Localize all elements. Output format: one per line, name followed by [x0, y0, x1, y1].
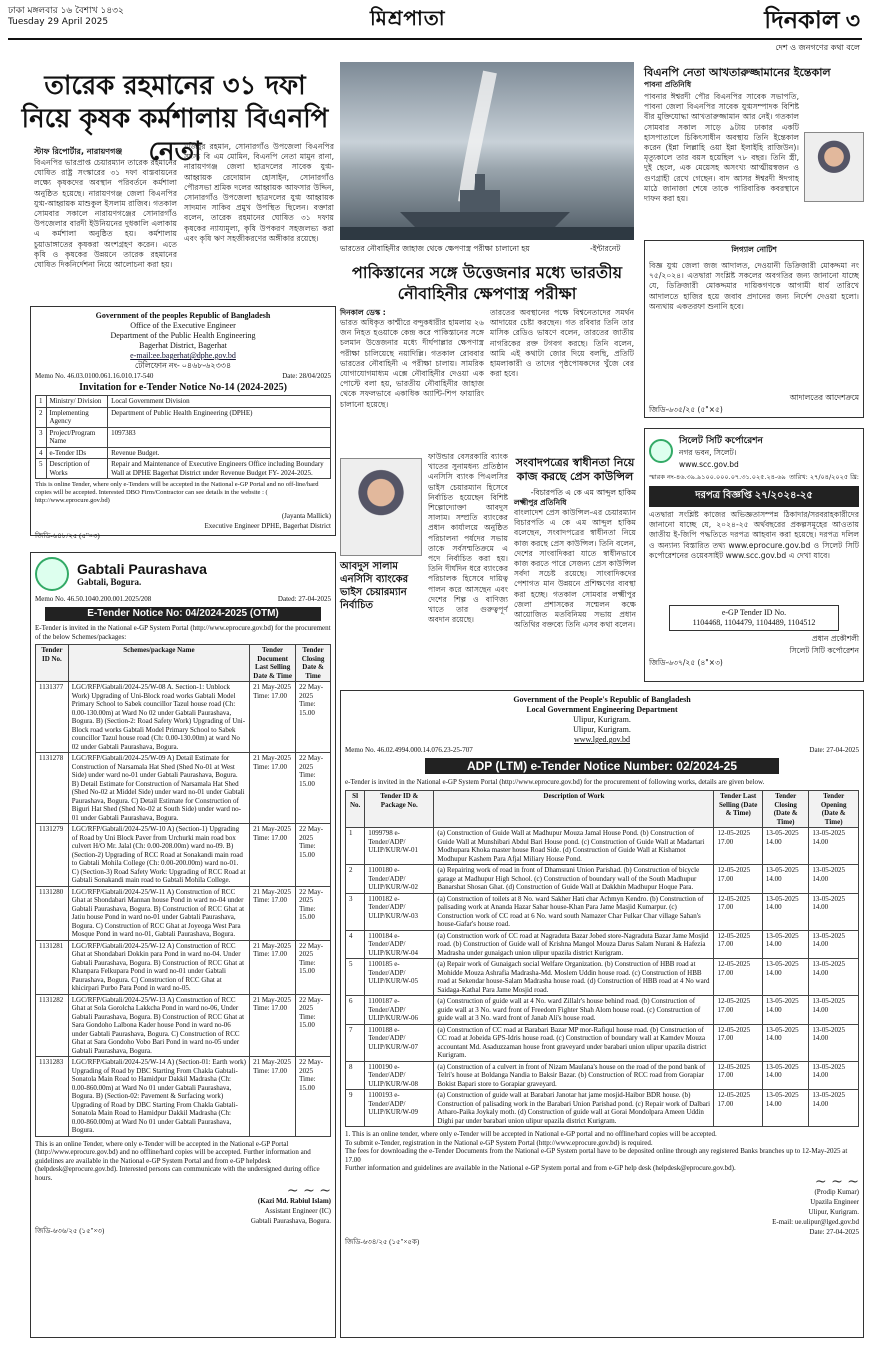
table-cell: (a) Construction of guide wall at Barabari Janotar hat jame mosjid-Haibor BDR house. (b) Construction of palisading work in the Barabari Union Parishad pond. (c) Repair work of Dalbari Atharo-Paika Joykaly moth. (d) Construction of guide wall at Gorai Mondolpara Ameen Uddin Dighi par under barabari union ulipur upazila district Kurigram. [434, 1090, 714, 1127]
table-cell: 22 May-2025 Time: 15.00 [296, 753, 331, 824]
table-cell: 13-05-2025 14.00 [809, 959, 859, 996]
table-header: Tender Document Last Selling Date & Time [250, 645, 296, 682]
gabtali-title: Gabtali Paurashava [77, 561, 207, 577]
gabtali-tender-notice [30, 552, 336, 1338]
table-cell: Implementing Agency [46, 407, 108, 427]
table-cell: 22 May-2025 Time: 15.00 [296, 1057, 331, 1137]
ship-byline: দিনকাল ডেস্ক : [340, 308, 386, 317]
date-english: Tuesday 29 April 2025 [8, 17, 109, 27]
table-cell: LGC/RFP/Gabtali/2024-25/W-14 A) (Section-01: Earth work) Upgrading of Road by DBC Starting From Chakla Gabtali-Sonatola Main Road to Hamidpur Dakkil Madrasha (Ch: 0.00-860.00m) at Ward No 01 under Gabtali Paurashava, Bogura. B) (Section-02: Pavement & Surfacing work) Upgrading of Road by DBC Starting From Chakla Gabtali-Sonatola Main Road to Hamidpur Dakkil Madrasha (Ch: 0.00-860.00m) at Ward No 01 under Gabtali Paurashava, Bogura. [68, 1057, 249, 1137]
table-header: Tender ID No. [36, 645, 69, 682]
missile-launch-illustration [340, 62, 634, 240]
table-row [346, 996, 859, 1025]
table-cell: 4 [36, 447, 47, 459]
gabtali-place: Gabtali, Bogura. [77, 577, 142, 587]
table-row [36, 886, 331, 940]
table-cell: 13-05-2025 14.00 [809, 996, 859, 1025]
lged-signer: (Prodip Kumar) [814, 1187, 859, 1196]
gabtali-memo: Memo No. 46.50.1040.200.001.2025/208 [35, 595, 152, 603]
table-cell: (a) Construction of guide wall at 4 No. ward Zillalr's house behind road. (b) Construction of guide wall at 3 No. ward front of Freedom Fighter Shah Alom house road. (c) Construction of guide wall at 3 No. ward front of Janab Ali's house road. [434, 996, 714, 1025]
table-row [346, 930, 859, 959]
lead-body: বিএনপির ভারপ্রাপ্ত চেয়ারম্যান তারেক রহমানের ঘোষিত রাষ্ট্র সংস্কারের ৩১ দফা বাস্তবায়নের লক্ষ্যে কৃষকদের অবস্থান পরিবর্তনে কর্মশালা অনুষ্ঠিত হয়েছে। নারায়ণগঞ্জ জেলা বিএনপির যুগ্ম-আহ্বায়ক মাশুকুল ইসলাম রাজিব। গতকাল সোমবার সকালে নারায়ণগঞ্জের সোনারগাঁও উপজেলার বারদী ইউনিয়নের দুধকালি এলাকায় এ কর্মশালা অনুষ্ঠিত হয়। কর্মশালায় চুয়াডাঙ্গাতের কৃষকরা অংশগ্রহণ করেন। এতে কৃষি ও কৃষকের উন্নয়নে তারেক রহমানের ঘোষিত দিকনির্দেশনা নিয়ে আলোচনা করা হয়। [34, 158, 177, 270]
press-body: বাংলাদেশ প্রেস কাউন্সিল-এর চেয়ারম্যান বিচারপতি এ কে এম আব্দুল হাকিম বলেছেন, সংবাদপত্রের স্বাধীনতা নিয়ে কাজ করছে প্রেস কাউন্সিল। তিনি বলেন, দেশের সাংবাদিকরা যাতে স্বাধীনভাবে কাজ করতে পারে সেজন্য প্রেস কাউন্সিল সর্বদা সচেষ্ট রয়েছে। সাংবাদিকদের পেশাগত মান উন্নয়নে প্রশিক্ষণের ব্যবস্থা করা হচ্ছে। গতকাল সোমবার লক্ষ্মীপুর জেলা প্রশাসকের সম্মেলন কক্ষে আয়োজিত মতবিনিময় সভায় প্রধান অতিথির বক্তব্যে তিনি এসব কথা বলেন। [514, 508, 636, 630]
dphe-phone: টেলিফোন নং- ০৪৬৮-৬২৩৩৪ [134, 361, 232, 370]
table-cell: 1097383 [108, 427, 331, 447]
sylhet-body: এতদ্বারা সংশ্লিষ্ট কাজের অভিজ্ঞতাসম্পন্ন ঠিকাদার/সরবরাহকারীদের জানানো যাচ্ছে যে, ২০২৪-২৫ অর্থবছরের প্রকল্পসমূহের আওতায় জাতীয় ই-জিপি পদ্ধতিতে দরপত্র আহবান করা হয়েছে। দরপত্র দলিল ও অন্যান্য বিস্তারিত তথ্য www.eprocure.gov.bd ও সিলেট সিটি কর্পোরেশনের ওয়েবসাইট www.scc.gov.bd এ দেখা যাবে। [649, 510, 859, 560]
table-cell: 12-05-2025 17.00 [714, 1024, 762, 1061]
table-header: Tender Opening (Date & Time) [809, 791, 859, 828]
table-cell: LGC/RFP/Gabtali/2024-25/W-08 A. Section-1: Unblock Work) Upgrading of Uni-Block road works Gabtali Model Primary School to Sabek councillor Tazul house road (Ch: 0.00-130.00m) at Ward No 02 under Gabtali Paurashava, Bogura. B) (Section-2: Road Safety Work) Upgrading of Uni-Block road works Gabtali Model Primary School to Sabek councillor Tazul house road (Ch: 0.00-130.00m) at ward No 02 under Gabtali Paurashava, Bogura. [68, 682, 249, 753]
table-row [36, 824, 331, 887]
table-cell: 1131377 [36, 682, 69, 753]
masthead-brand [764, 2, 860, 55]
table-row [346, 1061, 859, 1090]
gabtali-signature: ~ ~ ~ [286, 1183, 331, 1199]
table-cell: 12-05-2025 17.00 [714, 828, 762, 865]
table-cell: 7 [346, 1024, 365, 1061]
sylhet-banner: দরপত্র বিজ্ঞপ্তি ২৭/২০২৪-২৫ [649, 486, 859, 507]
date-bangla: ঢাকা মঙ্গলবার ১৬ বৈশাখ ১৪৩২ [8, 6, 124, 16]
table-cell: 13-05-2025 14.00 [762, 959, 808, 996]
table-cell: 12-05-2025 17.00 [714, 1090, 762, 1127]
table-cell: (a) Construction work of CC road at Nagraduta Bazar Jobed store-Nagraduta Bazar Jame Mosjid road. (b) Construction of Guide wall of Krishna Mangol Mouza Darus Salam Nurani & Hafezia Madrasha under gunaigach union ulipur upazila district Kurigram. [434, 930, 714, 959]
dphe-note: This is online Tender, where only e-Tenders will be accepted in the National e-GP Portal and no off-line/hard copies will be accepted. Interested DBO Firm/Contractor can see details in the website : ( http://www.eprocure.gov.bd) [35, 481, 319, 504]
table-row [36, 1057, 331, 1137]
sylhet-signer: প্রধান প্রকৌশলী [811, 634, 859, 643]
table-cell: 1 [346, 828, 365, 865]
brand-tagline: দেশ ও জনগণের কথা বলে [775, 43, 860, 52]
press-byline: লক্ষ্মীপুর প্রতিনিধি [514, 498, 567, 507]
lged-web[interactable]: www.lged.gov.bd [573, 735, 631, 744]
table-cell: 13-05-2025 14.00 [809, 1090, 859, 1127]
note-line: The fees for downloading the e-Tender Documents from the National e-GP System portal have to be deposited online through any registered Banks branches up to 12-May-2025 at 17.00 [345, 1147, 848, 1164]
table-row [36, 396, 331, 408]
section-title: মিশ্রপাতা [370, 6, 446, 30]
table-cell: Project/Program Name [46, 427, 108, 447]
table-cell: 22 May-2025 Time: 15.00 [296, 940, 331, 994]
table-cell: Local Government Division [108, 396, 331, 408]
gabtali-notice-title: E-Tender Notice No: 04/2024-2025 (OTM) [45, 607, 321, 621]
dphe-signer: (Jayanta Mallick) [281, 512, 331, 520]
table-cell: Revenue Budget. [108, 447, 331, 459]
table-cell: 1100184 e-Tender/ADP/ ULIP/KUR/W-04 [365, 930, 434, 959]
table-cell: 1100190 e-Tender/ADP/ ULIP/KUR/W-08 [365, 1061, 434, 1090]
table-cell: 21 May-2025 Time: 17.00 [250, 886, 296, 940]
table-cell: 13-05-2025 14.00 [809, 893, 859, 930]
lead-body-2: মজিবুর রহমান, সোনারগাঁও উপজেলা বিএনপির সদস্য বি এম মোমিন, বিএনপি নেতা মামুন রানা, নারায়ণগঞ্জ জেলা ছাত্রদলের সাবেক যুগ্ম-আহ্বায়ক রেদোয়ান হোসাইন, সোনারগাঁও পৌরসভা শ্রমিক দলের আহ্বায়ক আফসার উদ্দিন, সোনারগাঁও উপজেলা ছাত্রদলের যুগ্ম আহ্বায়ক সাদমান সাকিব প্রমুখ উপস্থিত ছিলেন। বক্তারা বলেন, তারেক রহমানের ঘোষিত ৩১ দফায় কৃষকের ন্যায্যমূল্য, কৃষি উপকরণ সহজলভ্য করা এবং কৃষি ঋণ সহজীকরণের অঙ্গীকার রয়েছে। [184, 142, 334, 243]
lged-email[interactable]: E-mail: ue.ulipur@lged.gov.bd [772, 1217, 859, 1226]
table-cell: 21 May-2025 Time: 17.00 [250, 682, 296, 753]
masthead-dates [8, 6, 124, 28]
table-cell: 1 [36, 396, 47, 408]
header-rule [8, 38, 862, 40]
sylhet-id-label: e-GP Tender ID No. [721, 608, 787, 617]
table-header: Schemes/package Name [68, 645, 249, 682]
gabtali-office: Gabtali Paurashava, Bogura. [250, 1217, 331, 1225]
table-cell: 21 May-2025 Time: 17.00 [250, 753, 296, 824]
gabtali-ref: জিডি-৬৩৬/২৫ (১৫"×৩) [35, 1227, 105, 1235]
table-cell: LGC/RFP/Gabtali/2024-25/W-11 A) Construction of RCC Ghat at Shondabari Mannan house Pond in ward no-04 under Gabtali Paurashava, Bogura. B) Construction of RCC Ghat at Jatiu house Pond in ward no-01 under Gabtali Paurashava, Bogura. C) Construction of RCC Ghat at Joyeoga West Para Mosque Pond in ward no-01, Gabtali Paurashava, Bogura. [68, 886, 249, 940]
table-cell: LGC/RFP/Gabtali/2024-25/W-10 A) (Section-1) Upgrading of Road by Uni Block Paver from Urchurki main road box culvert H/O Mr. Jalal (Ch: 0.00-208.00m) ward no-09. B) (Section-2) Upgrading of RCC Road at Sonakandi main road to Gabtali Mohila College (Ch: 0.00-200.00m) ward no-01. C) (Section-3) Road Safety Work: Upgrading of RCC Road at Gabtali Sonakandi main road to Gabtali Mohila College. [68, 824, 249, 887]
table-header: Tender ID & Package No. [365, 791, 434, 828]
table-cell: 1100185 e-Tender/ADP/ ULIP/KUR/W-05 [365, 959, 434, 996]
profile-body: ফাউন্ডার বেসরকারি ব্যাংক খাতের সুনামধন্য প্রতিষ্ঠান এনসিসি ব্যাংক পিএলসির ভাইস চেয়ারম্যান হিসেবে নির্বাচিত হয়েছেন বিশিষ্ট শিল্পোদ্যোক্তা আবদুস সালাম। সম্প্রতি ব্যাংকের প্রধান কার্যালয়ে অনুষ্ঠিত পরিচালনা পর্ষদের সভায় তাকে সর্বসম্মতিক্রমে এ পদে নির্বাচিত করা হয়। তিনি দীর্ঘদিন ধরে ব্যাংকের পরিচালক হিসেবে দায়িত্ব পালন করে আসছেন এবং দেশের শিল্প ও বাণিজ্য খাতে তার গুরুত্বপূর্ণ অবদান রয়েছে। [428, 452, 508, 625]
table-cell: LGC/RFP/Gabtali/2024-25/W-12 A) Construction of RCC Ghat at Shondabari Dokkin para Pond in ward no-04. Under Gabtali Paurashava, Bogura. B) Construction of RCC Ghat at Khanpara Felkupara Pond in ward no-01 under Gabtali Paurashava, Bogura. C) Construction of RCC Ghat at khicirpari Purbo Para Pond in ward no-05. [68, 940, 249, 994]
sylhet-ids: 1104468, 1104479, 1104489, 1104512 [692, 618, 816, 627]
ship-credit: -ইন্টারনেট [590, 244, 621, 253]
table-cell: LGC/RFP/Gabtali/2024-25/W-13 A) Construction of RCC Ghat at Sola Gorolcha Lakkcha Pond in ward no-06, Under Gabtali Paurashava, Bogura. B) Construction of RCC Ghat at Sara Gondoho Lalbona Kader house Pond in ward no-06 under Gabtali Paurashava, Bogura. C) Construction of RCC Ghat at Sara Gondoho Vobo Bari Pond in ward no-05 under Gabtali Paurashava, Bogura. [68, 994, 249, 1057]
table-row [36, 682, 331, 753]
table-cell: 13-05-2025 14.00 [762, 1061, 808, 1090]
table-row [36, 407, 331, 427]
table-row [36, 447, 331, 459]
table-cell: e-Tender IDs [46, 447, 108, 459]
dphe-designation: Executive Engineer DPHE, Bagerhat District [204, 522, 331, 530]
lged-memo: Memo No. 46.02.4994.000.14.076.23-25-707 [345, 746, 473, 754]
table-cell: 1100182 e-Tender/ADP/ ULIP/KUR/W-03 [365, 893, 434, 930]
table-cell: 5 [346, 959, 365, 996]
dphe-tender-notice [30, 306, 336, 540]
table-row [36, 459, 331, 479]
lged-title: ADP (LTM) e-Tender Notice Number: 02/2024-25 [425, 758, 779, 774]
table-cell: (a) Construction of Guide Wall at Madhupur Mouza Jamal House Pond. (b) Construction of Guide Wall at Munshibari Abdul Bari House pond. (c) Construction of Guide Wall at Madartari Modhupara Khoka master house Road Side. (d) Construction of Guide Wall at Kishamot Modhupur Kashem Para Afjal Miliary House Pond. [434, 828, 714, 865]
lged-sign-date: Date: 27-04-2025 [809, 1227, 859, 1236]
sylhet-web[interactable]: www.scc.gov.bd [679, 460, 739, 469]
table-cell: 22 May-2025 Time: 15.00 [296, 994, 331, 1057]
sylhet-title: সিলেট সিটি কর্পোরেশন [679, 436, 763, 446]
sylhet-office: সিলেট সিটি কর্পোরেশন [789, 646, 859, 655]
table-cell: 13-05-2025 14.00 [762, 1090, 808, 1127]
ship-body-2: তারতের অবস্থানের পক্ষে বিশ্বনেতাদের সমর্থন আদায়ের চেষ্টা করছেন। গত রবিবার তিনি তার মাসিক রেডিও ভাষণে বলেন, তারতের জাতীয় নাগরিকের রক্ত টগবগ করছে। তিনি বলেন, আমি এই কথাটা জোর দিয়ে বলছি, প্রতিটি হামলাকারী ও তাদের পৃষ্ঠপোষকদের খুঁজে বের করা হবে। [490, 308, 634, 379]
sylhet-logo-icon [649, 439, 673, 463]
table-cell: 12-05-2025 17.00 [714, 959, 762, 996]
table-row [346, 1090, 859, 1127]
profile-headline: আবদুস সালাম এনসিসি ব্যাংকের ভাইস চেয়ারম্যান নির্বাচিত [340, 561, 409, 611]
table-cell: 1100187 e-Tender/ADP/ ULIP/KUR/W-06 [365, 996, 434, 1025]
table-header: Tender Closing Date & Time [296, 645, 331, 682]
table-cell: 13-05-2025 14.00 [762, 865, 808, 894]
lged-designation: Upazila Engineer [810, 1197, 859, 1206]
table-cell: 21 May-2025 Time: 17.00 [250, 1057, 296, 1137]
table-cell: 13-05-2025 14.00 [762, 930, 808, 959]
table-row [346, 893, 859, 930]
table-cell: (a) Repairing work of road in front of Dhamsrani Union Parishad. (b) Construction of bicycle garage at Madhupur High School. (c) Construction of boundary wall of the South Madhupur Banarshat Shosan Ghat. (d) Construction of Guide Wall at Dakkhin Madhupur Hoque Para. [434, 865, 714, 894]
table-cell: 12-05-2025 17.00 [714, 893, 762, 930]
sylhet-sub: নগর ভবন, সিলেট। [679, 448, 737, 457]
gabtali-date: Dated: 27-04-2025 [277, 595, 331, 603]
table-cell: 21 May-2025 Time: 17.00 [250, 940, 296, 994]
legal-body: বিজ্ঞ যুগ্ম জেলা জজ আদালত, দেওয়ানী ডিক্রিজারী মোকদ্দমা নং ৭৫/২০২৪। এতদ্বারা সংশ্লিষ্ট সকলের অবগতির জন্য জানানো যাচ্ছে যে, ডিক্রিজারী মোকদ্দমার দায়িকগণকে আগামী ধার্য তারিখে আদালতে হাজির হয়ে জবাব প্রদানের জন্য নির্দেশ দেওয়া হলো। অন্যথায় একতরফা শুনানি হবে। [649, 261, 859, 311]
table-cell: 2 [346, 865, 365, 894]
table-cell: 9 [346, 1090, 365, 1127]
lged-place: Ulipur, Kurigram. [573, 725, 631, 734]
ship-caption: ভারতের নৌবাহিনীর জাহাজ থেকে ক্ষেপণাস্ত্র পরীক্ষা চালানো হয় [340, 244, 530, 253]
obit-headline: বিএনপি নেতা আখতারুজ্জামানের ইন্তেকাল [644, 66, 831, 79]
lged-office: Ulipur, Kurigram. [573, 715, 631, 724]
table-cell: (a) Construction of toilets at 8 No. ward Sakher Hati char Achmyn Kendro. (b) Construction of palisading work at Ananda Hazar Sahar house-Khan Para Jame Masjid Kumarpur. (c) Construction work of CC road at 6 No. ward south Namazer Char Fulkar Char village Sahan's house-Gafar's house road. [434, 893, 714, 930]
press-sub: -বিচারপতি এ কে এম আব্দুল হাকিম [530, 488, 636, 497]
table-cell: 3 [36, 427, 47, 447]
table-cell: 3 [346, 893, 365, 930]
table-header: Tender Closing (Date & Time) [762, 791, 808, 828]
legal-ref: জিডি-৬৩৫/২৫ (৫"×৫) [649, 405, 723, 414]
obit-portrait [804, 132, 864, 202]
sylhet-notice [644, 428, 864, 682]
dphe-gov: Government of the peoples Republic of Bangladesh [95, 311, 271, 320]
table-cell: 13-05-2025 14.00 [809, 865, 859, 894]
table-cell: 1131279 [36, 824, 69, 887]
lged-tender-notice [340, 690, 864, 1338]
obit-body: পাবনার ঈশ্বরদী পৌর বিএনপির সাবেক সভাপতি, পাবনা জেলা বিএনপির সাবেক যুগ্মসম্পাদক বিশিষ্ট বীর মুক্তিযোদ্ধা আখতারুজ্জামান আর নেই। গতকাল সোমবার সকাল সাড়ে ৯টায় ঢাকার একটি হাসপাতালে চিকিৎসাধীন অবস্থায় তিনি ইন্তেকাল করেন (ইন্না লিল্লাহি ওয়া ইন্না ইলাইহি রাজিউন)। মৃত্যুকালে তার বয়স হয়েছিল ৭৮ বছর। তিনি স্ত্রী, দুই ছেলে, এক মেয়েসহ অসংখ্য আত্মীয়স্বজন ও গুণগ্রাহী রেখে গেছেন। বাদ আসর ঈশ্বরদী ঈদগাহ মাঠে জানাজা শেষে তাকে পারিবারিক কবরস্থানে দাফন করা হয়। [644, 92, 799, 204]
table-cell: 13-05-2025 14.00 [809, 930, 859, 959]
table-header: Sl No. [346, 791, 365, 828]
lged-table [345, 790, 859, 1127]
table-cell: 1131282 [36, 994, 69, 1057]
table-header: Description of Work [434, 791, 714, 828]
table-cell: 4 [346, 930, 365, 959]
gabtali-designation: Assistant Engineer (IC) [264, 1207, 331, 1215]
legal-title: লিগ্যাল নোটিশ [731, 245, 777, 254]
brand-name: দিনকাল [764, 6, 840, 34]
table-cell: 21 May-2025 Time: 17.00 [250, 824, 296, 887]
table-cell: 1100193 e-Tender/ADP/ ULIP/KUR/W-09 [365, 1090, 434, 1127]
lged-date: Date: 27-04-2025 [809, 746, 859, 754]
table-cell: 12-05-2025 17.00 [714, 865, 762, 894]
table-cell: 13-05-2025 14.00 [809, 1024, 859, 1061]
gabtali-intro: E-Tender is invited in the National e-GP System Portal (http://www.eprocure.gov.bd) for the procurement of the below Schemes/packages: [35, 624, 331, 641]
press-headline: সংবাদপত্রের স্বাধীনতা নিয়ে কাজ করছে প্রেস কাউন্সিল [515, 456, 635, 483]
ship-photo [340, 62, 634, 240]
note-line: To submit e-Tender, registration in the National e-GP System Portal (http://www.eprocure.gov.bd) is required. [345, 1138, 653, 1147]
legal-notice [644, 240, 864, 418]
table-cell: 22 May-2025 Time: 15.00 [296, 824, 331, 887]
dphe-date: Date: 28/04/2025 [282, 372, 331, 380]
table-cell: 1100188 e-Tender/ADP/ ULIP/KUR/W-07 [365, 1024, 434, 1061]
table-cell: 22 May-2025 Time: 15.00 [296, 682, 331, 753]
table-row [346, 959, 859, 996]
table-cell: 13-05-2025 14.00 [762, 828, 808, 865]
lead-headline: তারেক রহমানের ৩১ দফা নিয়ে কৃষক কর্মশালায় বিএনপি নেতা [21, 71, 329, 167]
table-cell: 13-05-2025 14.00 [762, 996, 808, 1025]
table-cell: 13-05-2025 14.00 [809, 1061, 859, 1090]
lged-signature: ~ ~ ~ [814, 1173, 859, 1190]
table-cell: 13-05-2025 14.00 [809, 828, 859, 865]
table-row [346, 865, 859, 894]
dphe-office: Office of the Executive Engineer [130, 321, 236, 330]
table-row [36, 994, 331, 1057]
dphe-table [35, 395, 331, 479]
table-cell: Description of Works [46, 459, 108, 479]
table-cell: 12-05-2025 17.00 [714, 1061, 762, 1090]
note-line: 1. This is an online tender, where only e-Tender will be accepted in National e-GP portal and no offline/hard copies will be accepted. [345, 1130, 717, 1138]
lged-intro: e-Tender is invited in the National e-GP System Portal (http://www.eprocure.gov.bd) for the procurement of following works, details are given below. [345, 778, 765, 786]
table-row [346, 828, 859, 865]
dphe-district: Bagerhat District, Bagerhat [139, 341, 227, 350]
gabtali-signer: (Kazi Md. Rabiul Islam) [257, 1197, 331, 1205]
table-cell: 21 May-2025 Time: 17.00 [250, 994, 296, 1057]
ship-headline: পাকিস্তানের সঙ্গে উত্তেজনার মধ্যে ভারতীয় নৌবাহিনীর ক্ষেপণাস্ত্র পরীক্ষা [351, 263, 623, 303]
table-cell: 22 May-2025 Time: 15.00 [296, 886, 331, 940]
table-cell: 1100180 e-Tender/ADP/ ULIP/KUR/W-02 [365, 865, 434, 894]
table-row [346, 1024, 859, 1061]
table-cell: 5 [36, 459, 47, 479]
table-cell: 1131283 [36, 1057, 69, 1137]
gabtali-logo-icon [35, 557, 69, 591]
profile-photo [340, 458, 422, 556]
table-cell: LGC/RFP/Gabtali/2024-25/W-09 A) Detail Estimate for Construction of Narsamala Hat Shed (Shed No-01 at West Side) under ward no-01 under Gabtali Paurashava, Bogura. B) Detail Estimate for Construction of Narsamala Hat Shed (Shed No-02 at Middel Side) under ward no-01 under Gabtali Paurashava, Bogura. C) Detail Estimate for Construction of Biguri Hat Shed (Shed No-02 at South Side) under ward no-01 under Gabtali Paurashava, Bogura. [68, 753, 249, 824]
table-cell: 13-05-2025 14.00 [762, 893, 808, 930]
table-cell: Department of Public Health Engineering (DPHE) [108, 407, 331, 427]
table-cell: (a) Repair work of Gunaigach social Welfare Organization. (b) Construction of HBB road at Mohidde Mouza Ashrafia Madrasha-Md. Moslem Uddin house road. (c) Construction of HBB road at Sekendar house-Salam Madrasha house road. (d) Construction of HBB road at 4 No ward Saidaga-Kathal Para Jame Mosjid road. [434, 959, 714, 996]
dphe-title: Invitation for e-Tender Notice No-14 (2024-2025) [79, 382, 287, 393]
lead-byline: স্টাফ রিপোর্টার, নারায়ণগঞ্জ [34, 147, 123, 156]
table-cell: 6 [346, 996, 365, 1025]
table-row [36, 940, 331, 994]
lged-office-sign: Ulipur, Kurigram. [808, 1207, 859, 1216]
obit-byline: পাবনা প্রতিনিধি [644, 80, 692, 89]
table-cell: 13-05-2025 14.00 [762, 1024, 808, 1061]
dphe-memo: Memo No. 46.03.0100.061.16.010.17-540 [35, 372, 154, 380]
note-line: Further information and guidelines are available in the National e-GP System portal and from e-GP help desk (helpdesk@eprocure.gov.bd). [345, 1164, 736, 1172]
lged-dept: Local Government Engineering Department [526, 705, 678, 714]
page-number: ৩ [845, 9, 860, 34]
table-cell: 12-05-2025 17.00 [714, 930, 762, 959]
table-cell: 1131278 [36, 753, 69, 824]
table-cell: 8 [346, 1061, 365, 1090]
table-cell: (a) Construction of CC road at Barabari Bazar MP mor-Rafiqul house road. (b) Construction of CC road at Jobeida GPS-Idris house road. (c) Construction of boundary wall at Kamdev Mouza accountant Md. Asaduzzaman house front graveyard under barabari union ulipur upazila district Kurigram. [434, 1024, 714, 1061]
sylhet-memo-date: তারিখ: ২৭/০৪/২০২৫ খ্রি: [789, 473, 859, 481]
lged-ref: জিডি-৬৩৪/২৫ (১৫"×৫ক) [345, 1237, 420, 1246]
table-cell: (a) Construction of a culvert in front of Nizam Maulana's house on the road of the pond bank of Telri's house at Boldanga Nandia to Baksir Bazar. (b) Construction of RCC road from Gorapiar Bokist Bapari store to Gorapiar graveyard. [434, 1061, 714, 1090]
table-cell: Repair and Maintenance of Executive Engineers Office including Boundary Wall at DPHE Bagerhat District under Revenue Budget FY- 2024-2025. [108, 459, 331, 479]
lged-notes [345, 1130, 859, 1173]
table-cell: 1131280 [36, 886, 69, 940]
legal-signer: আদালতের আদেশক্রমে [789, 393, 859, 402]
ship-body: ভারত অধিকৃত কাশ্মীরে বন্দুকধারীর হামলায় ২৬ জন নিহত হওয়াকে কেন্দ্র করে পাকিস্তানের সঙ্গে চলমান উত্তেজনার মধ্যে দীর্ঘপাল্লার ক্ষেপণাস্ত্র পরীক্ষা চালিয়েছে নয়াদিল্লি। গতকাল রোববার ভারতের নৌবাহিনী এ পরীক্ষা চালায়। সামরিক যোগাযোগমাধ্যম এক্সে নৌবাহিনীর দেওয়া এক পোস্টে বলা হয়, ভারতীয় নৌবাহিনীর জাহাজ থেকে সফলভাবে একাধিক অ্যান্টি-শিপ ফায়ারিং চালানো হয়েছে। [340, 318, 484, 409]
dphe-ref: জিডি-৬৪৮/২৫ (৫"×৩) [35, 532, 100, 540]
table-cell: 2 [36, 407, 47, 427]
gabtali-table [35, 644, 331, 1137]
dphe-email[interactable]: e-mail:ee.bagerhat@dphe.gov.bd [130, 351, 236, 360]
lged-gov: Government of the People's Republic of Bangladesh [513, 695, 691, 704]
gabtali-footer: This is an online Tender, where only e-Tender will be accepted in the National e-GP Portal (http://www.eprocure.gov.bd) and no offline/hard copies will be accepted. Further information and guidelines are available in the National e-GP System Portal and from e-GP helpdesk (helpdesk@eprocure.gov.bd). Interested persons can communicate with the undersigned during office hours. [35, 1139, 320, 1182]
dphe-dept: Department of the Public Health Engineering [110, 331, 256, 340]
table-cell: 1131281 [36, 940, 69, 994]
sylhet-ref: জিডি-৬৩৭/২৫ (৪"×৩) [649, 658, 723, 667]
table-row [36, 753, 331, 824]
table-cell: Ministry/ Division [46, 396, 108, 408]
table-header: Tender Last Selling (Date & Time) [714, 791, 762, 828]
table-row [36, 427, 331, 447]
sylhet-memo: স্মারক নং-৪৬.৩৯.৯১০০.০০০.০৭.৩১.০২৫.২৪-৬৯ [649, 473, 786, 481]
table-cell: 12-05-2025 17.00 [714, 996, 762, 1025]
table-cell: 1099798 e-Tender/ADP/ ULIP/KUR/W-01 [365, 828, 434, 865]
